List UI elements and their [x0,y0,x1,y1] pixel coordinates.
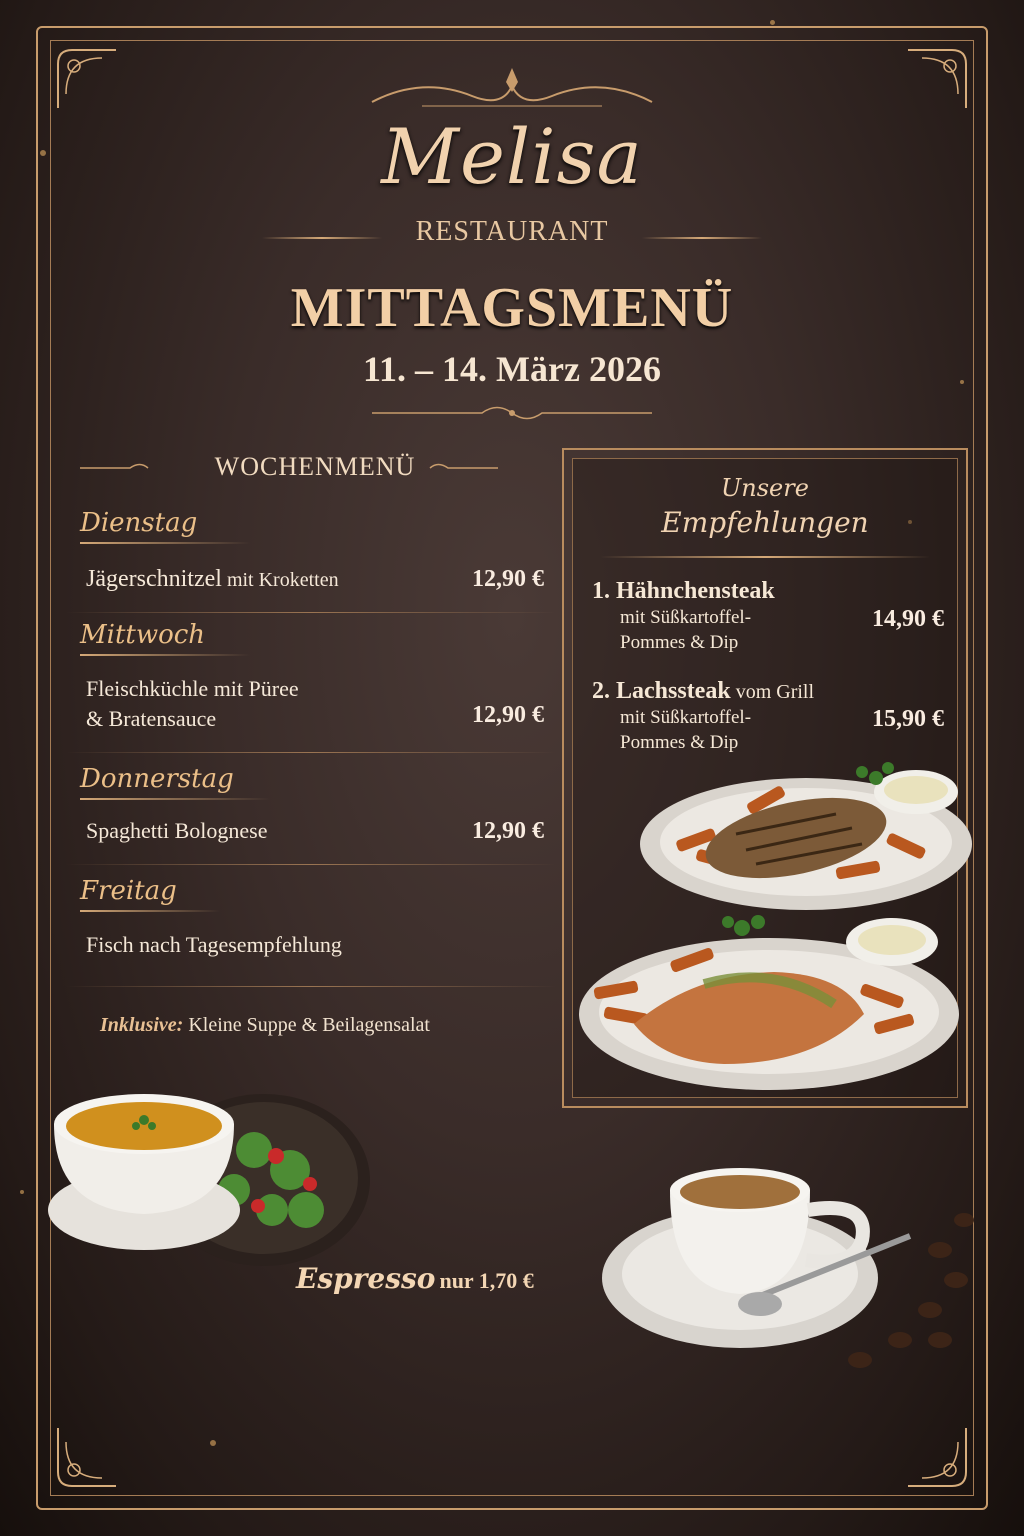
divider-flourish-icon [428,460,498,474]
divider-flourish-icon [372,400,652,426]
chicken-plate-image [636,754,976,914]
item-description: Pommes & Dip [620,632,739,653]
dish-dienstag [86,566,339,593]
inclusive-note [100,1014,430,1037]
dish-donnerstag: Spaghetti Bolognese [86,818,268,843]
sparkle-decoration [770,20,775,25]
corner-ornament-icon [902,1422,972,1492]
divider [80,798,270,800]
divider [66,864,556,865]
item-number: 2. [592,678,610,704]
divider [80,542,250,544]
divider [66,986,556,987]
divider [80,654,250,656]
corner-ornament-icon [902,44,972,114]
dish-name: Jägerschnitzel [86,566,222,592]
espresso-offer [296,1262,534,1295]
recommendation-price-2: 15,90 € [872,706,944,732]
dish-mittwoch-line1: Fleischküchle mit Püree [86,676,299,701]
inclusive-text: Kleine Suppe & Beilagensalat [183,1014,430,1036]
recommendation-title [592,578,775,605]
dish-side: mit Kroketten [221,569,339,591]
day-label-freitag: Freitag [80,876,177,906]
weekly-menu-title: WOCHENMENÜ [214,452,416,481]
recommendation-item-2 [592,678,814,755]
dish-freitag: Fisch nach Tagesempfehlung [86,932,342,957]
espresso-cup-image [600,1140,980,1380]
espresso-name: Espresso [296,1262,436,1295]
corner-ornament-icon [52,44,122,114]
brand-subtitle: RESTAURANT [415,216,609,247]
item-description: mit Süßkartoffel- [620,707,752,728]
recommendations-heading-line2: Empfehlungen [661,506,869,539]
price-mittwoch: 12,90 € [472,702,544,728]
recommendation-title [592,678,814,705]
item-number: 1. [592,578,610,604]
item-name: Lachssteak [616,678,731,704]
date-range: 11. – 14. März 2026 [363,349,661,389]
sparkle-decoration [20,1190,24,1194]
divider [66,752,556,753]
dish-mittwoch-line2: & Bratensauce [86,706,217,731]
salmon-plate-image [574,914,964,1094]
recommendation-price-1: 14,90 € [872,606,944,632]
divider [80,910,220,912]
espresso-price: nur 1,70 € [439,1268,534,1293]
inclusive-label: Inklusive: [100,1014,184,1036]
price-dienstag: 12,90 € [472,566,544,592]
top-flourish-icon [362,66,662,116]
price-donnerstag: 12,90 € [472,818,544,844]
recommendations-heading-line1: Unsere [721,474,809,502]
divider [600,556,930,558]
item-name: Hähnchensteak [616,578,775,604]
recommendation-item-1 [592,578,775,655]
day-label-donnerstag: Donnerstag [80,764,234,794]
item-name-extra: vom Grill [730,681,815,703]
page-title: MITTAGSMENÜ [290,277,734,339]
corner-ornament-icon [52,1422,122,1492]
item-description: Pommes & Dip [620,732,739,753]
soup-and-salad-image [44,1060,374,1270]
item-description: mit Süßkartoffel- [620,607,752,628]
day-label-mittwoch: Mittwoch [80,620,206,650]
divider [66,612,556,613]
brand-name: Melisa [381,112,643,201]
day-label-dienstag: Dienstag [80,508,198,538]
